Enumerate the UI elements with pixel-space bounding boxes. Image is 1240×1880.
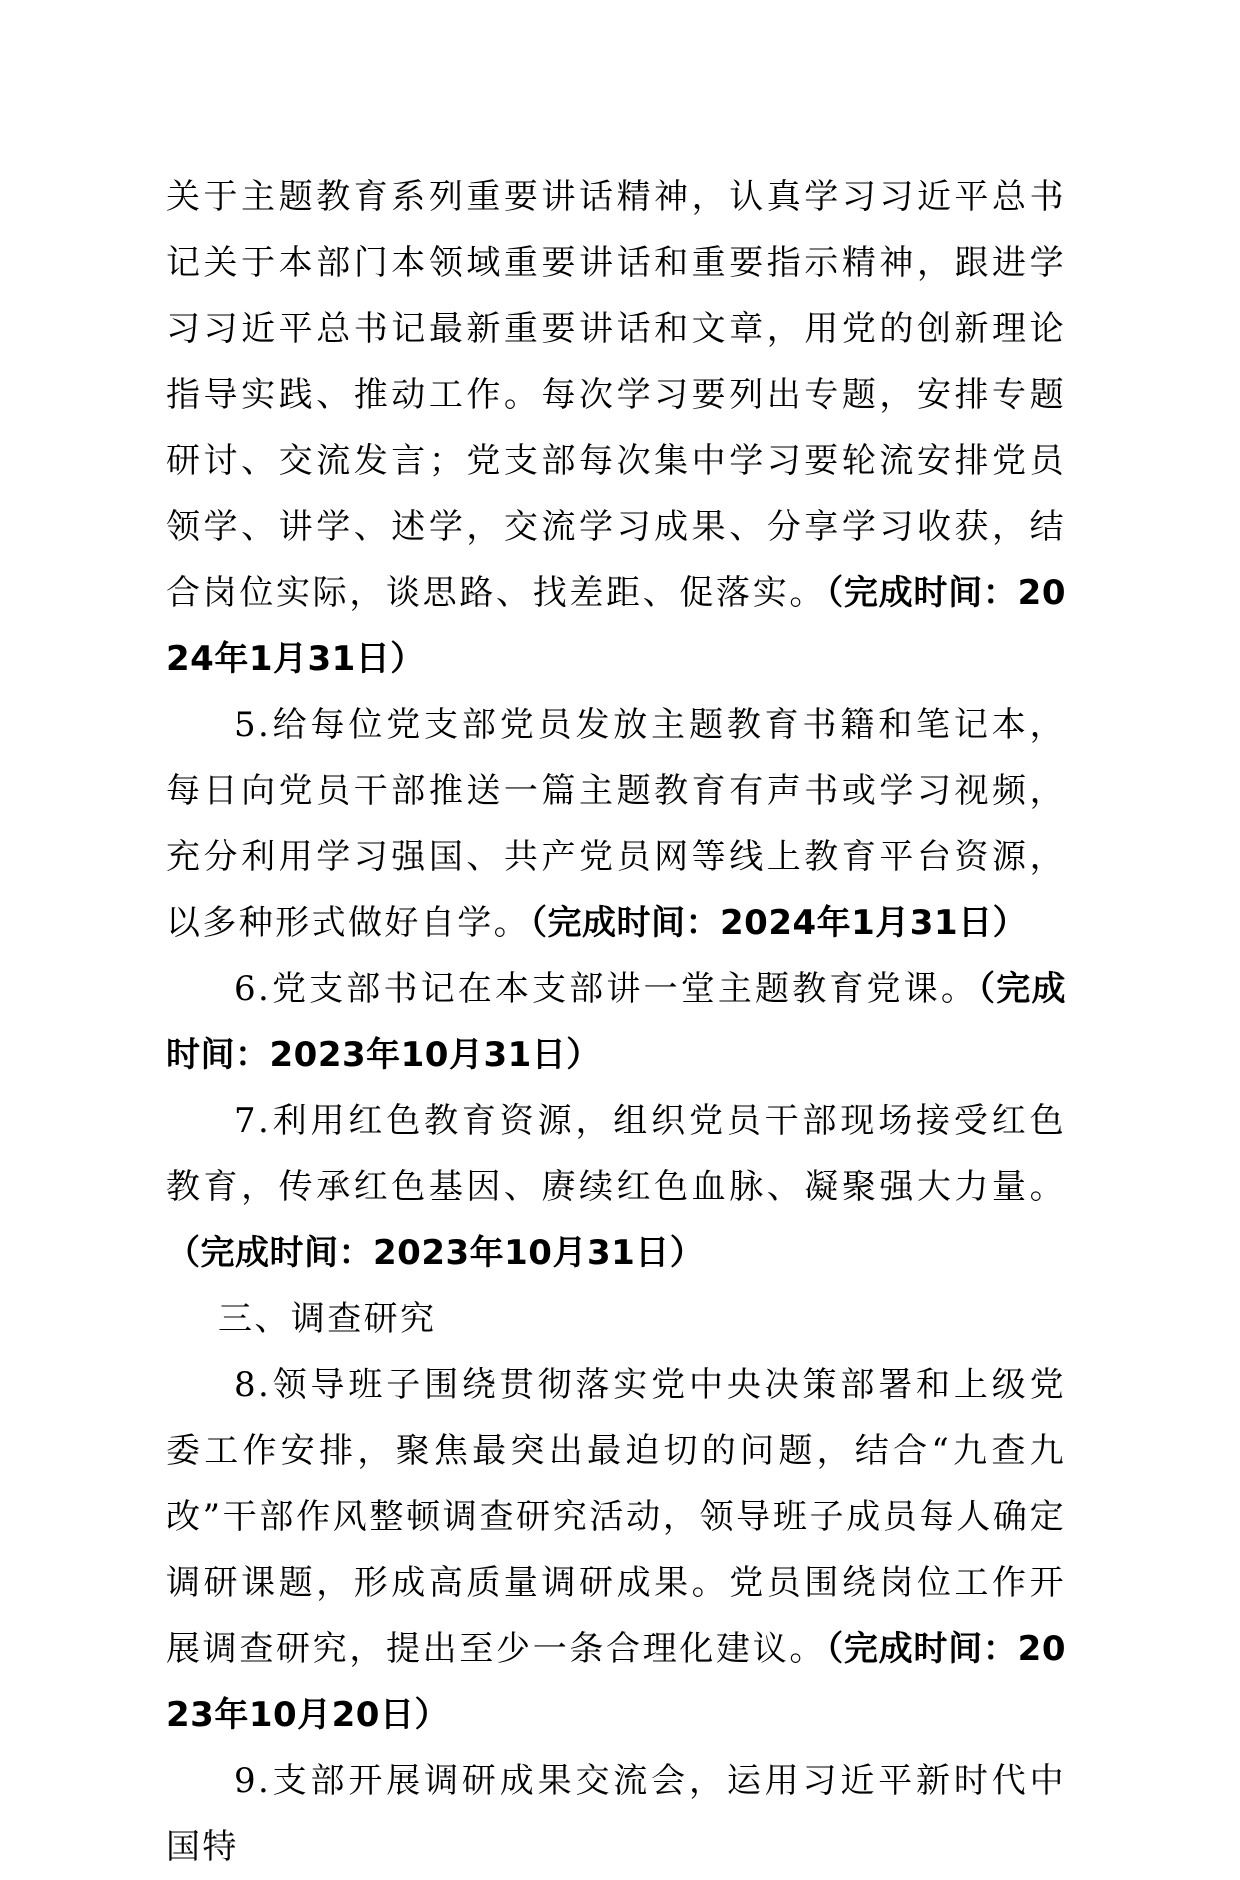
paragraph-text: 5.给每位党支部党员发放主题教育书籍和笔记本，每日向党员干部推送一篇主题教育有声书或学习视频，充分利用学习强国、共产党员网等线上教育平台资源，以多种形式做好自学。 xyxy=(166,705,1066,943)
paragraph-text: 6.党支部书记在本支部讲一堂主题教育党课。 xyxy=(234,969,978,1009)
paragraph-item-8 xyxy=(166,1352,1066,1748)
paragraph-text: 7.利用红色教育资源，组织党员干部现场接受红色教育，传承红色基因、赓续红色血脉、凝聚强大力量。 xyxy=(166,1101,1066,1207)
paragraph-text: 9.支部开展调研成果交流会，运用习近平新时代中国特 xyxy=(166,1761,1066,1867)
deadline: （完成时间：2023年10月20日） xyxy=(166,1629,1066,1735)
paragraph-text: 关于主题教育系列重要讲话精神，认真学习习近平总书记关于本部门本领域重要讲话和重要指示精神，跟进学习习近平总书记最新重要讲话和文章，用党的创新理论指导实践、推动工作。每次学习要列出专题，安排专题研讨、交流发言；党支部每次集中学习要轮流安排党员领学、讲学、述学，交流学习成果、分享学习收获，结合岗位实际，谈思路、找差距、促落实。 xyxy=(166,177,1066,613)
deadline: （完成时间：2024年1月31日） xyxy=(166,573,1066,679)
deadline: （完成时间：2024年1月31日） xyxy=(530,903,1028,943)
deadline: （完成时间：2023年10月31日） xyxy=(166,969,1066,1075)
paragraph-study-continuation xyxy=(166,164,1066,692)
paragraph-text: 8.领导班子围绕贯彻落实党中央决策部署和上级党委工作安排，聚焦最突出最迫切的问题，结合“九查九改”干部作风整顿调查研究活动，领导班子成员每人确定调研课题，形成高质量调研成果。党员围绕岗位工作开展调查研究，提出至少一条合理化建议。 xyxy=(166,1365,1066,1669)
paragraph-item-9 xyxy=(166,1748,1066,1880)
paragraph-item-7 xyxy=(166,1088,1066,1286)
document-page xyxy=(166,164,1066,1880)
section-heading: 三、调查研究 xyxy=(218,1299,437,1339)
paragraph-item-6 xyxy=(166,956,1066,1088)
deadline: （完成时间：2023年10月31日） xyxy=(166,1233,705,1273)
paragraph-item-5 xyxy=(166,692,1066,956)
